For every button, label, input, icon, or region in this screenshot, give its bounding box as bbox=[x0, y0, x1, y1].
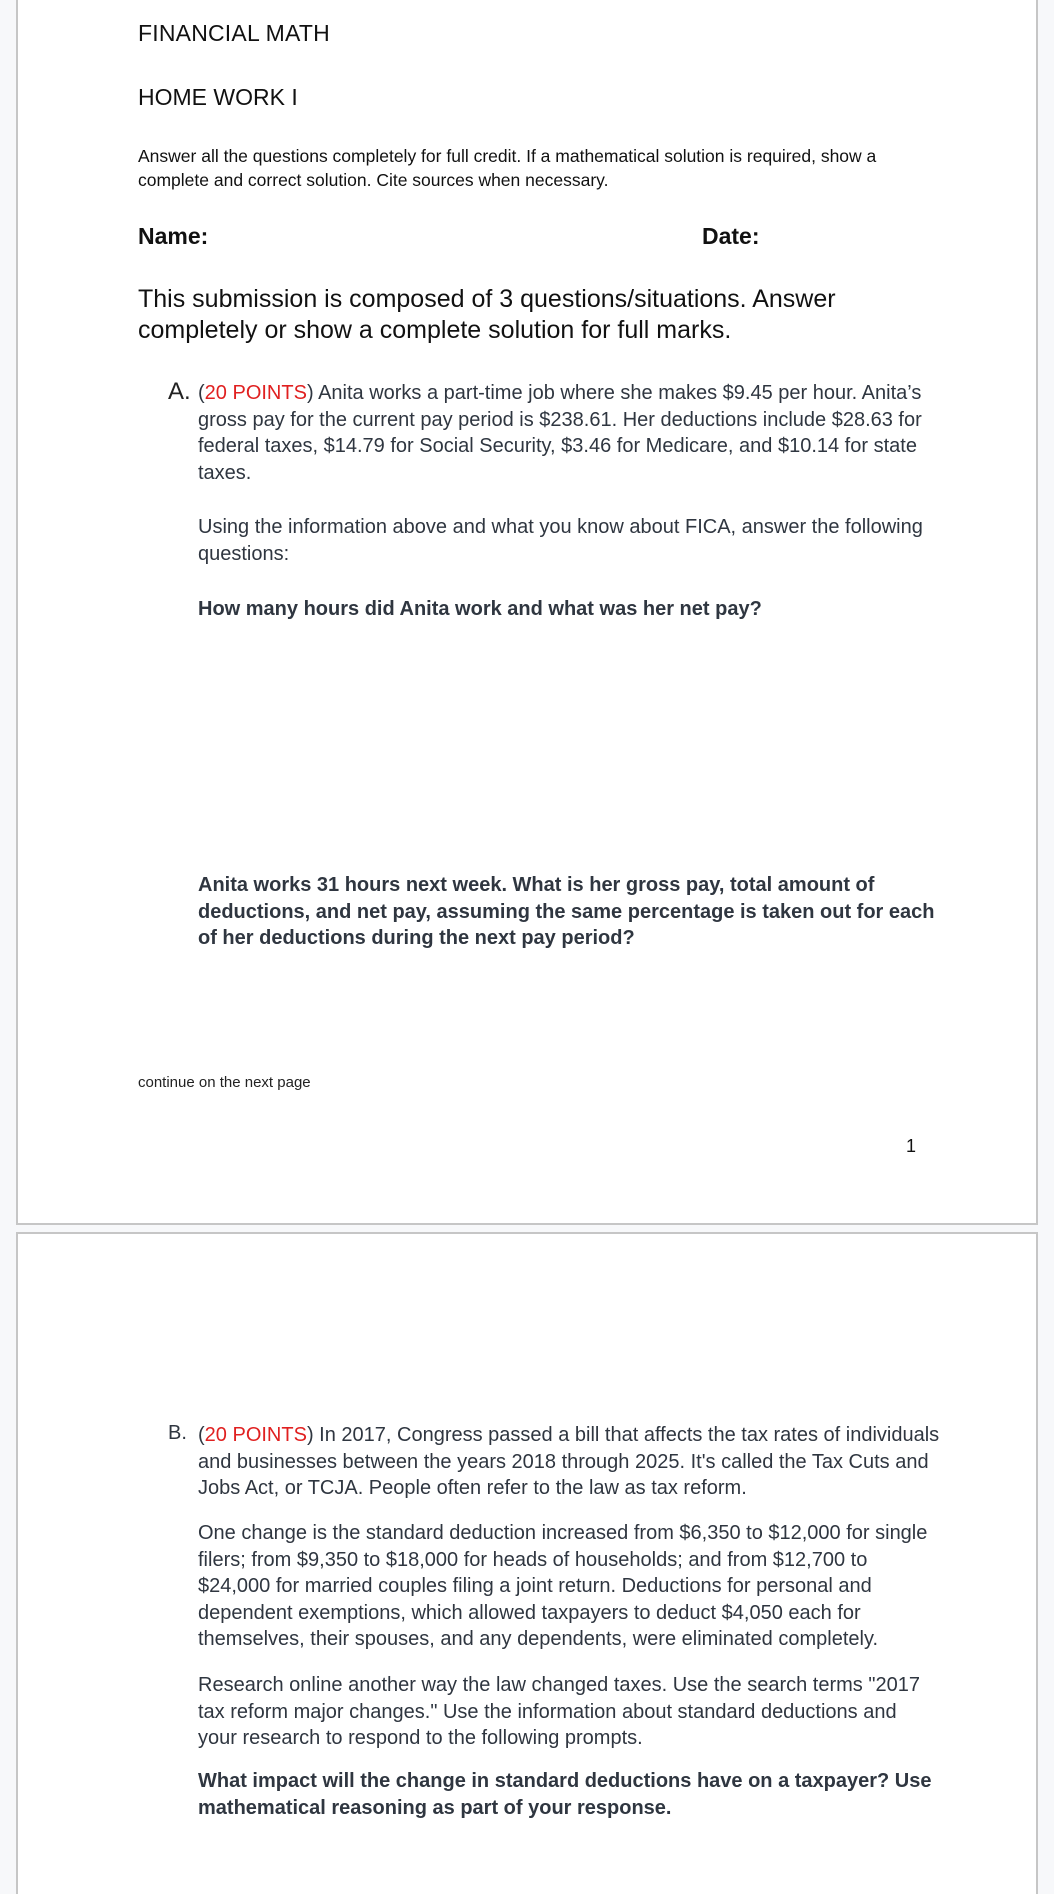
continue-note: continue on the next page bbox=[138, 1074, 311, 1091]
date-label: Date: bbox=[702, 223, 760, 249]
question-b-intro-text: In 2017, Congress passed a bill that affects the tax rates of individuals and businesses between the years 2018 through 2025. It's called the Tax Cuts and Jobs Act, or TCJA. People often refer to the law as tax reform. bbox=[198, 1424, 940, 1499]
question-a-using-info: Using the information above and what you know about FICA, answer the following questions: bbox=[198, 516, 923, 565]
question-b-open-paren: ( bbox=[198, 1424, 205, 1446]
page-number: 1 bbox=[906, 1136, 917, 1156]
question-b-marker: B. bbox=[168, 1422, 187, 1444]
document-subtitle: HOME WORK I bbox=[138, 84, 298, 110]
question-a-marker: A. bbox=[168, 378, 191, 405]
document-page-2 bbox=[16, 1232, 1038, 1894]
instructions-text: Answer all the questions completely for full credit. If a mathematical solution is required, show a complete and correct solution. Cite sources when necessary. bbox=[138, 146, 877, 190]
question-a-prompt-1: How many hours did Anita work and what was her net pay? bbox=[198, 598, 762, 620]
question-b-intro bbox=[198, 1422, 940, 1502]
question-b-points: 20 POINTS bbox=[204, 1424, 307, 1446]
name-label: Name: bbox=[138, 223, 209, 249]
document-title: FINANCIAL MATH bbox=[138, 20, 330, 46]
question-a-open-paren: ( bbox=[198, 382, 205, 404]
question-b-close-paren: ) bbox=[306, 1424, 314, 1446]
question-a-intro bbox=[198, 380, 940, 486]
submission-overview: This submission is composed of 3 questions/situations. Answer completely or show a complete solution for full marks. bbox=[138, 285, 836, 344]
question-a-intro-text: Anita works a part-time job where she makes $9.45 per hour. Anita’s gross pay for the current pay period is $238.61. Her deductions include $28.63 for federal taxes, $14.79 for Social Security, $3.46 for Medicare, and $10.14 for state taxes. bbox=[198, 382, 922, 484]
question-b-paragraph-3: Research online another way the law changed taxes. Use the search terms "2017 tax reform major changes." Use the information about standard deductions and your research to respond to the following prompts. bbox=[198, 1674, 920, 1749]
question-a-close-paren: ) bbox=[306, 382, 314, 404]
question-b-prompt-1: What impact will the change in standard deductions have on a taxpayer? Use mathematical reasoning as part of your response. bbox=[198, 1770, 932, 1819]
question-a-prompt-2: Anita works 31 hours next week. What is her gross pay, total amount of deductions, and net pay, assuming the same percentage is taken out for each of her deductions during the next pay period? bbox=[198, 874, 935, 949]
question-b-paragraph-2: One change is the standard deduction increased from $6,350 to $12,000 for single filers; from $9,350 to $18,000 for heads of households; and from $12,700 to $24,000 for married couples filing a joint return. Deductions for personal and dependent exemptions, which allowed taxpayers to deduct $4,050 each for themselves, their spouses, and any dependents, were eliminated completely. bbox=[198, 1522, 928, 1650]
document-page-1 bbox=[16, 0, 1038, 1225]
question-a-points: 20 POINTS bbox=[204, 382, 307, 404]
